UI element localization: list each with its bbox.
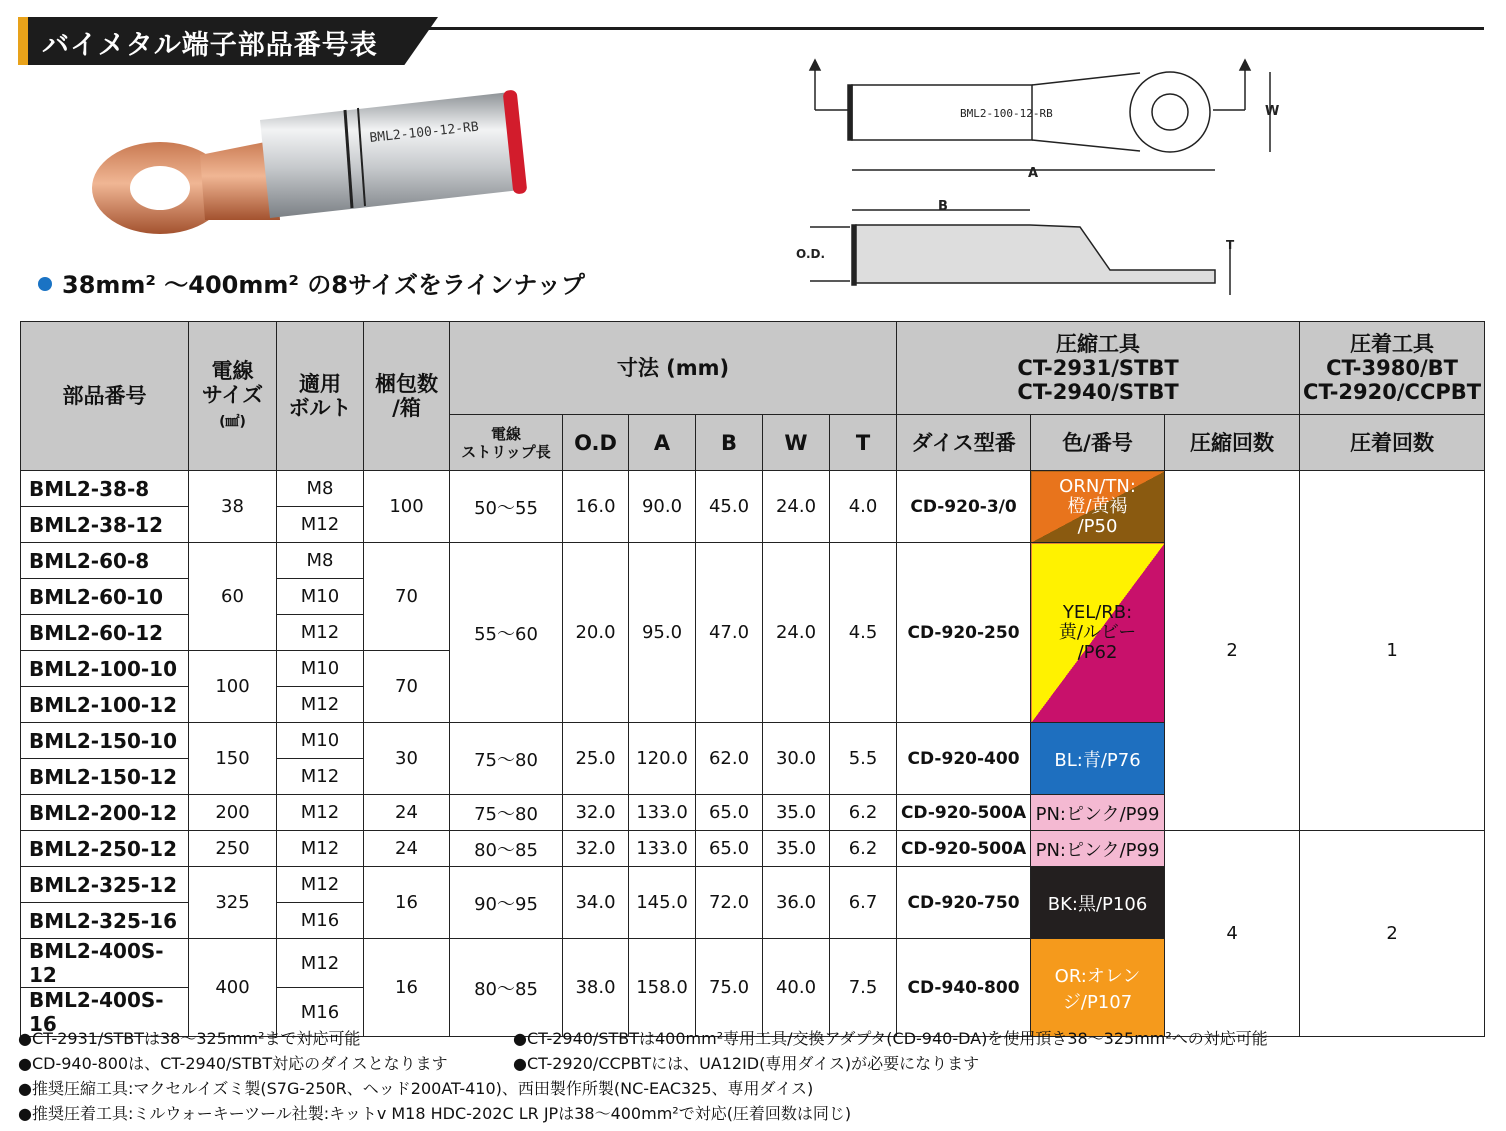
- dim-b: 72.0: [696, 867, 763, 939]
- dim-b: 45.0: [696, 471, 763, 543]
- die-number: CD-920-3/0: [897, 471, 1031, 543]
- bolt: M12: [277, 867, 364, 903]
- header-part-no: 部品番号: [21, 322, 189, 471]
- pack-qty: 70: [364, 543, 450, 651]
- dim-t: 6.7: [830, 867, 897, 939]
- part-number: BML2-150-12: [21, 759, 189, 795]
- color-code: BL:青/P76: [1031, 723, 1165, 795]
- dim-b: 75.0: [696, 939, 763, 1037]
- strip-length: 75～80: [450, 723, 563, 795]
- dim-t: 6.2: [830, 795, 897, 831]
- header-dims: 寸法 (mm): [450, 322, 897, 415]
- die-number: CD-940-800: [897, 939, 1031, 1037]
- part-number: BML2-100-10: [21, 651, 189, 687]
- wire-size: 150: [189, 723, 277, 795]
- part-number: BML2-38-12: [21, 507, 189, 543]
- bullet-dot-icon: [38, 277, 52, 291]
- dim-t: 6.2: [830, 831, 897, 867]
- bolt: M12: [277, 615, 364, 651]
- banner-accent: [18, 17, 28, 65]
- dim-od: 25.0: [563, 723, 629, 795]
- photo-label: BML2-100-12-RB: [368, 119, 480, 146]
- wire-size: 325: [189, 867, 277, 939]
- dim-t: 7.5: [830, 939, 897, 1037]
- die-number: CD-920-500A: [897, 795, 1031, 831]
- part-number: BML2-325-16: [21, 903, 189, 939]
- part-number: BML2-150-10: [21, 723, 189, 759]
- die-number: CD-920-750: [897, 867, 1031, 939]
- note-line: ●CT-2940/STBTは400mm²専用工具/交換アダプタ(CD-940-DA)を使用頂き38～325mm²への対応可能: [513, 1029, 1268, 1048]
- header-a: A: [629, 415, 696, 471]
- strip-length: 90～95: [450, 867, 563, 939]
- note-line: ●CT-2920/CCPBTには、UA12ID(専用ダイス)が必要になります: [513, 1054, 980, 1073]
- bolt: M12: [277, 795, 364, 831]
- strip-length: 80～85: [450, 939, 563, 1037]
- bolt: M12: [277, 507, 364, 543]
- dim-w: 24.0: [763, 543, 830, 723]
- header-bolt: 適用 ボルト: [277, 322, 364, 471]
- product-photo: [90, 70, 550, 260]
- color-code: OR:オレンジ/P107: [1031, 939, 1165, 1037]
- dim-w: 36.0: [763, 867, 830, 939]
- page-title: バイメタル端子部品番号表: [42, 30, 378, 61]
- part-number: BML2-400S-12: [21, 939, 189, 988]
- part-number: BML2-60-10: [21, 579, 189, 615]
- pack-qty: 100: [364, 471, 450, 543]
- die-number: CD-920-500A: [897, 831, 1031, 867]
- header-crimp-tool: 圧着工具 CT-3980/BT CT-2920/CCPBT: [1300, 322, 1485, 415]
- dim-od: 20.0: [563, 543, 629, 723]
- dim-od-label: O.D.: [796, 247, 826, 261]
- dim-b: 47.0: [696, 543, 763, 723]
- dim-b: 62.0: [696, 723, 763, 795]
- dim-w-label: W: [1265, 104, 1280, 119]
- spec-table: [20, 321, 1485, 1037]
- bolt: M10: [277, 579, 364, 615]
- dim-b: 65.0: [696, 831, 763, 867]
- part-number: BML2-60-12: [21, 615, 189, 651]
- note-line: ●推奨圧縮工具:マクセルイズミ製(S7G-250R、ヘッド200AT-410)、西田製作所製(NC-EAC325、専用ダイス): [18, 1079, 814, 1098]
- color-code: BK:黒/P106: [1031, 867, 1165, 939]
- part-number: BML2-60-8: [21, 543, 189, 579]
- header-banner: [18, 17, 1484, 65]
- compression-count: 2: [1165, 471, 1300, 831]
- strip-length: 50～55: [450, 471, 563, 543]
- part-number: BML2-38-8: [21, 471, 189, 507]
- bolt: M12: [277, 687, 364, 723]
- note-line: ●CT-2931/STBTは38～325mm²まで対応可能: [18, 1029, 361, 1048]
- part-number: BML2-325-12: [21, 867, 189, 903]
- header-color: 色/番号: [1031, 415, 1165, 471]
- wire-size: 400: [189, 939, 277, 1037]
- color-code: PN:ピンク/P99: [1031, 795, 1165, 831]
- dim-b-label: B: [938, 199, 948, 214]
- wire-size: 250: [189, 831, 277, 867]
- strip-length: 75～80: [450, 795, 563, 831]
- strip-length: 55～60: [450, 543, 563, 723]
- dim-od: 38.0: [563, 939, 629, 1037]
- bolt: M12: [277, 831, 364, 867]
- color-code: ORN/TN: 橙/黄褐 /P50: [1031, 471, 1165, 543]
- dim-od: 34.0: [563, 867, 629, 939]
- dim-a: 90.0: [629, 471, 696, 543]
- dim-t: 4.5: [830, 543, 897, 723]
- pack-qty: 30: [364, 723, 450, 795]
- table-row: [21, 831, 1485, 867]
- dim-a: 95.0: [629, 543, 696, 723]
- bolt: M8: [277, 543, 364, 579]
- dim-a-label: A: [1028, 166, 1039, 181]
- header-strip: 電線 ストリップ長: [450, 415, 563, 471]
- header-wire-size: 電線 サイズ (㎟): [189, 322, 277, 471]
- part-number: BML2-200-12: [21, 795, 189, 831]
- dim-od: 32.0: [563, 831, 629, 867]
- die-number: CD-920-400: [897, 723, 1031, 795]
- header-crimp-count: 圧着回数: [1300, 415, 1485, 471]
- dim-b: 65.0: [696, 795, 763, 831]
- dim-t: 5.5: [830, 723, 897, 795]
- color-code: YEL/RB: 黄/ルビー /P62: [1031, 543, 1165, 723]
- wire-size: 100: [189, 651, 277, 723]
- part-number: BML2-400S-16: [21, 988, 189, 1037]
- pack-qty: 16: [364, 867, 450, 939]
- header-w: W: [763, 415, 830, 471]
- crimp-count: 1: [1300, 471, 1485, 831]
- tagline-text: 38mm² ～400mm² の8サイズをラインナップ: [62, 271, 585, 299]
- technical-drawing: [790, 55, 1280, 305]
- dim-a: 158.0: [629, 939, 696, 1037]
- note-line: ●推奨圧着工具:ミルウォーキーツール社製:キットv M18 HDC-202C LR JPは38～400mm²で対応(圧着回数は同じ): [18, 1104, 852, 1123]
- header-t: T: [830, 415, 897, 471]
- pack-qty: 24: [364, 831, 450, 867]
- lineup-tagline: [38, 265, 585, 300]
- die-number: CD-920-250: [897, 543, 1031, 723]
- header-od: O.D: [563, 415, 629, 471]
- pack-qty: 70: [364, 651, 450, 723]
- part-number: BML2-100-12: [21, 687, 189, 723]
- drawing-part-label: BML2-100-12-RB: [960, 107, 1053, 120]
- crimp-count: 2: [1300, 831, 1485, 1037]
- table-row: [21, 471, 1485, 507]
- dim-w: 35.0: [763, 795, 830, 831]
- header-die: ダイス型番: [897, 415, 1031, 471]
- header-comp-tool: 圧縮工具 CT-2931/STBT CT-2940/STBT: [897, 322, 1300, 415]
- wire-size: 200: [189, 795, 277, 831]
- banner-rule: [418, 27, 1484, 30]
- pack-qty: 16: [364, 939, 450, 1037]
- compression-count: 4: [1165, 831, 1300, 1037]
- strip-length: 80～85: [450, 831, 563, 867]
- bolt: M10: [277, 651, 364, 687]
- dim-a: 120.0: [629, 723, 696, 795]
- dim-a: 133.0: [629, 795, 696, 831]
- header-b: B: [696, 415, 763, 471]
- dim-w: 24.0: [763, 471, 830, 543]
- color-code: PN:ピンク/P99: [1031, 831, 1165, 867]
- dim-a: 145.0: [629, 867, 696, 939]
- part-number: BML2-250-12: [21, 831, 189, 867]
- note-line: ●CD-940-800は、CT-2940/STBT対応のダイスとなります: [18, 1054, 448, 1073]
- dim-w: 40.0: [763, 939, 830, 1037]
- pack-qty: 24: [364, 795, 450, 831]
- bolt: M12: [277, 759, 364, 795]
- bolt: M10: [277, 723, 364, 759]
- dim-w: 30.0: [763, 723, 830, 795]
- bolt: M16: [277, 988, 364, 1037]
- wire-size: 60: [189, 543, 277, 651]
- bolt: M8: [277, 471, 364, 507]
- dim-a: 133.0: [629, 831, 696, 867]
- dim-t: 4.0: [830, 471, 897, 543]
- dim-od: 32.0: [563, 795, 629, 831]
- bolt: M12: [277, 939, 364, 988]
- bolt: M16: [277, 903, 364, 939]
- wire-size: 38: [189, 471, 277, 543]
- dim-t-label: T: [1226, 238, 1235, 252]
- header-pack: 梱包数 /箱: [364, 322, 450, 471]
- dim-w: 35.0: [763, 831, 830, 867]
- dim-od: 16.0: [563, 471, 629, 543]
- header-comp-count: 圧縮回数: [1165, 415, 1300, 471]
